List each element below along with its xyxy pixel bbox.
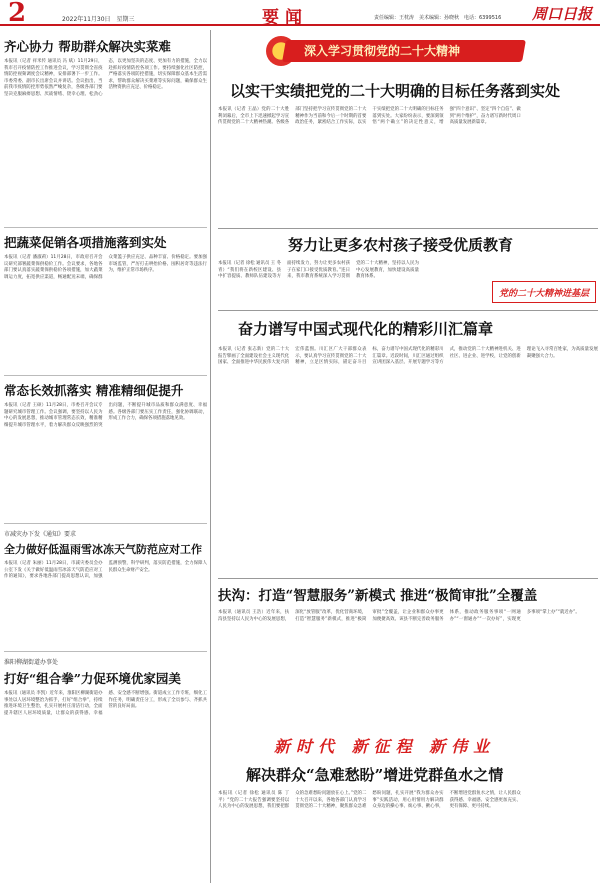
topic-banner — [214, 30, 600, 74]
article-chuanhui — [218, 314, 598, 576]
article-body: 本报讯（记者 潘淑莉）11月28日，市政府召开会议研究部署蔬菜保供稳价工作。会议要求，各地各部门要认真落实蔬菜保供稳价各项措施，加大蔬菜调运力度，拓宽供应渠道，畅通配送末端，确保群众菜篮子供应充足、品种丰富、价格稳定。要加强市场监管，严厉打击哄抬价格、囤积居奇等违法行为，维护正常市场秩序。 — [4, 255, 207, 280]
article-body: 本报讯（记者 王硕）11月28日，市委召开会议专题研究城市管理工作。会议强调，要坚持以人民为中心的发展思想，推动城市管理常态长效，精准精细提升城市管理水平，着力解决群众反映强烈的突出问题，不断提升城市品质和群众满意度、幸福感。各级各部门要压实工作责任，强化协调联动，形成工作合力，确保各项措施落地见效。 — [4, 403, 207, 428]
section-divider — [218, 228, 598, 229]
section-divider — [218, 578, 598, 579]
editor-credits: 责任编辑：王枕涛 美术编辑：孙晓秋 电话：6399516 — [374, 15, 502, 21]
right-column — [214, 30, 600, 883]
issue-date: 2022年11月30日 星期三 — [62, 16, 135, 23]
article-cold-weather — [4, 526, 207, 652]
article-body: 本报讯（记者 徐松 通讯员 王 冬青）“我们将在新校区建设、县中扩容提质、教师队伍建设等方面持续发力，努力让更多农村孩子在家门口接受优质教育。”连日来，我市教育系统深入学习贯彻党的二十大精神，坚持以人民为中心发展教育，加快建设高质量教育体系。 — [218, 261, 419, 280]
article-normalized-governance — [4, 378, 207, 524]
article-headline: 以实干实绩把党的二十大明确的目标任务落到实处 — [230, 82, 561, 100]
page-number: 2 — [8, 0, 27, 28]
article-headline: 全力做好低温雨雪冰冻天气防范应对工作 — [4, 543, 202, 556]
article-body: 本报讯（通讯员 王浩）近年来，扶沟县坚持以人民为中心的发展思想，深化“放管服”改革，优化营商环境，打造“智慧服务”新模式，推进“极简审批”全覆盖，让企业和群众办事更加便捷高效。该县不断完善政务服务体系，推动政务服务事项“一网通办”“一窗通办”“一次办好”，实现更多事项“掌上办”“就近办”。 — [218, 610, 580, 622]
article-body: 本报讯（通讯员 李凯）近年来，淮阳区柳湖街道办事处以人居环境整治为抓手，打好“组合拳”，持续推进环境卫生整治，扎实开展村庄清洁行动，全面提升辖区人居环境质量，让群众的获得感、幸福感、安全感不断增强。街道成立工作专班，细化工作任务，明确责任分工，形成了全员参与、齐抓共管的良好局面。 — [4, 691, 207, 716]
article-public-concerns — [218, 762, 598, 882]
article-headline: 打好“组合拳”力促环境优家园美 — [4, 671, 181, 686]
article-body: 本报讯（记者 张志新）党的二十大报告擘画了全面建设社会主义现代化国家、全面推进中华民族伟大复兴的宏伟蓝图。川汇区广大干部群众表示，要认真学习宣传贯彻党的二十大精神，立足区情实际，锚定奋斗目标，奋力谱写中国式现代化的精彩川汇篇章。近段时间，川汇区通过组织宣讲团深入基层、开展专题学习等方式，推动党的二十大精神进机关、进社区、进企业、进学校，让党的创新理论飞入寻常百姓家，为高质量发展凝聚强大合力。 — [218, 347, 598, 366]
section-divider — [218, 310, 598, 311]
slogan-text: 新时代 新征程 新伟业 — [274, 737, 496, 756]
article-headline: 把蔬菜促销各项措施落到实处 — [4, 235, 167, 250]
column-tag-label: 党的二十大精神进基层 — [499, 289, 590, 299]
article-body: 本报讯（记者 徐松 通讯员 陈 丁平）“党的二十大报告强调要坚持以人民为中心的发展思想，我们要把群众的急难愁盼问题放在心上。”党的二十大召开以来，各地各部门认真学习贯彻党的二十大精神，聚焦群众急难愁盼问题，扎实开展“我为群众办实事”实践活动，用心用情用力解决群众身边的操心事、烦心事、揪心事，不断增进党群鱼水之情，让人民群众获得感、幸福感、安全感更加充实、更有保障、更可持续。 — [218, 791, 521, 810]
article-headline: 解决群众“急难愁盼”增进党群鱼水之情 — [246, 766, 504, 784]
article-kicker: 淮阳柳湖街道办事处 — [4, 659, 59, 666]
article-headline: 扶沟：打造“智慧服务”新模式 推进“极简审批”全覆盖 — [218, 588, 538, 604]
article-headline: 努力让更多农村孩子接受优质教育 — [288, 236, 514, 254]
masthead — [0, 0, 600, 26]
banner-title: 深入学习贯彻党的二十大精神 — [304, 44, 461, 58]
section-title: 要闻 — [262, 8, 308, 28]
newspaper-logo: 周口日报 — [531, 5, 592, 23]
article-kicker: 市减灾办下发《通知》要求 — [4, 531, 77, 538]
slogan-banner — [274, 734, 544, 758]
article-headline: 常态长效抓落实 精准精细促提升 — [4, 383, 184, 398]
article-targets — [218, 78, 598, 228]
article-body: 本报讯（记者 朱丽）11月28日，市减灾委员会办公室下发《关于做好低温雨雪冰冻天气防范应对工作的通知》，要求各地各部门提高思想认识，加强监测预警，科学研判，落实防范措施，全力保障人民群众生命财产安全。 — [4, 561, 207, 580]
article-assist-residents — [4, 34, 207, 228]
left-column — [0, 30, 211, 883]
article-body: 本报讯（记者 王晶）党的二十大胜利闭幕后，全市上下迅速掀起学习宣传贯彻党的二十大精神热潮。各级各部门坚持把学习宣传贯彻党的二十大精神作为当前和今后一个时期的首要政治任务，紧密结合工作实际，以实干实绩把党的二十大明确的目标任务落到实处。大家纷纷表示，要深刻领悟“两个确立”的决定性意义，增强“四个意识”、坚定“四个自信”、做到“两个维护”，奋力谱写新时代周口高质量发展新篇章。 — [218, 107, 521, 126]
article-fugou — [218, 582, 598, 730]
article-vegetable-promotion — [4, 230, 207, 376]
article-environment — [4, 654, 207, 880]
column-tag — [492, 281, 596, 303]
article-body: 本报讯（记者 祥米传 通讯员 冯 斌）11月29日，我市召开疫情防控工作推进会议，学习贯彻全省疫情防控视频调度会议精神，安排部署下一步工作。市委常委、副市长出席会议并讲话。会议指出，当前我市疫情防控形势依然严峻复杂，各级各部门要坚决克服麻痹思想、厌战情绪、侥幸心理、松劲心态，以更加坚决的态度、更加有力的措施，全力以赴抓好疫情防控各项工作。要持续强化社区防控，严格落实各项防控措施，切实保障群众基本生活需求，帮助群众解决买菜难等实际问题，确保群众生活物资供应充足、价格稳定。 — [4, 59, 207, 97]
article-headline: 齐心协力 帮助群众解决实菜难 — [4, 39, 171, 54]
article-headline: 奋力谱写中国式现代化的精彩川汇篇章 — [238, 320, 494, 338]
